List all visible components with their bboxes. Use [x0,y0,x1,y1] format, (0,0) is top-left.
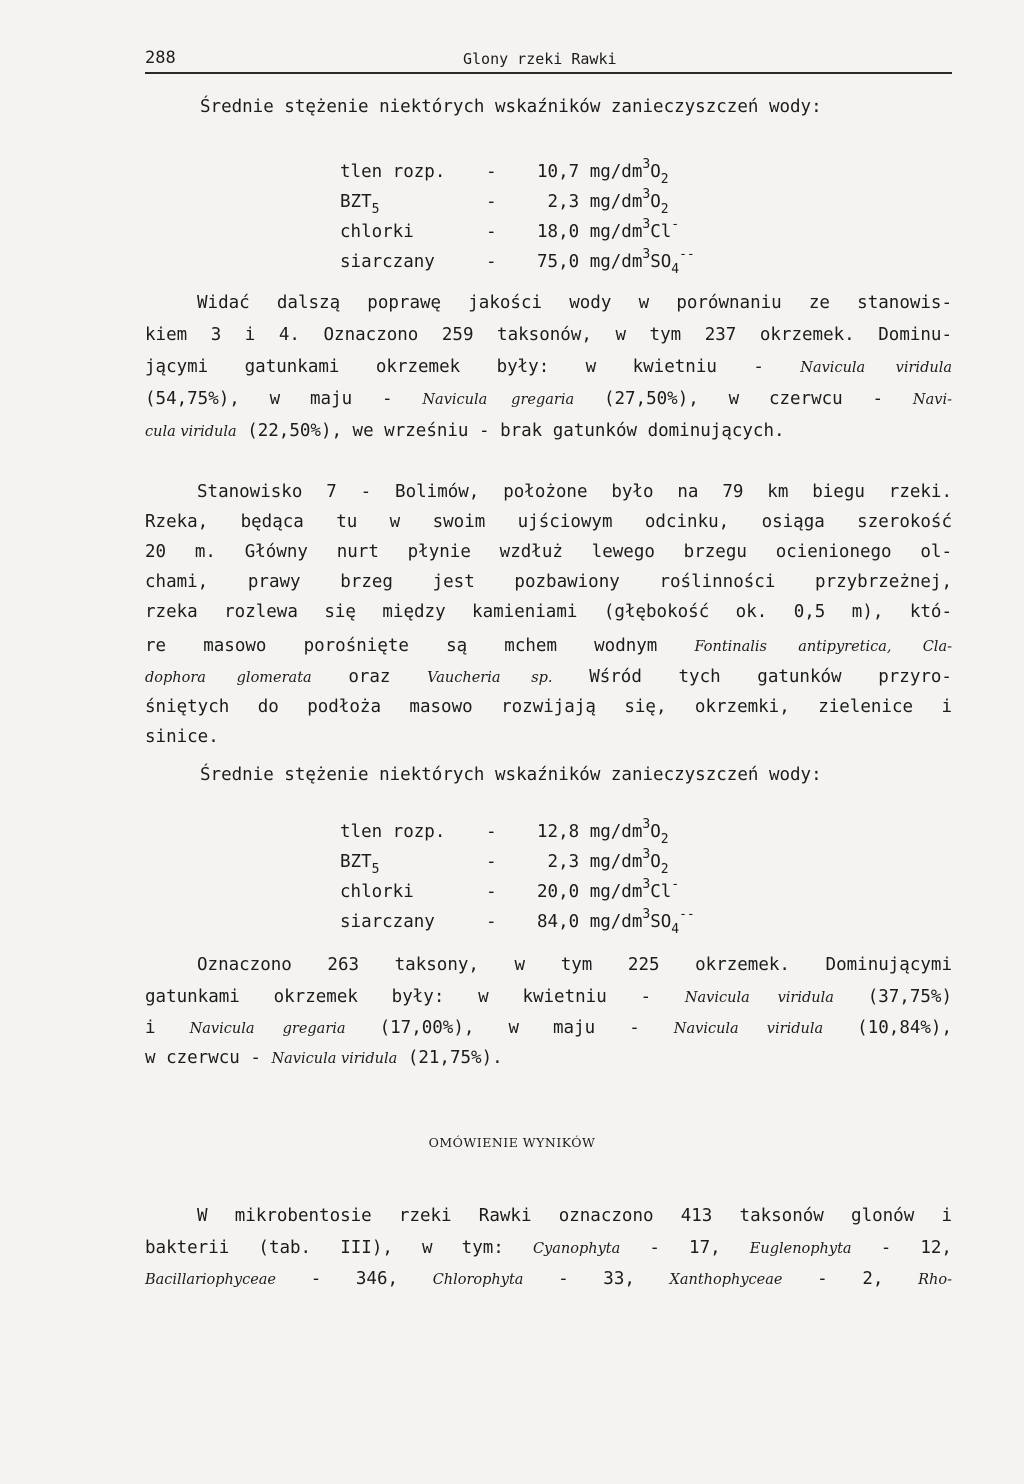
indicator-value: 2,3 $mg/dm^3O_2$ [547,847,669,877]
indicator-value: 84,0 $mg/dm^3SO_4^{--}$ [537,907,695,937]
paragraph-line: re masowo porośnięte są mchem wodnym Fontinalis antipyretica, Cla- [145,636,952,656]
paragraph-line: Bacillariophyceae - 346, Chlorophyta - 33, Xanthophyceae - 2, Rho- [145,1269,952,1289]
indicator-value: 75,0 $mg/dm^3SO_4^{--}$ [537,247,695,277]
paragraph-line: W mikrobentosie rzeki Rawki oznaczono 413 taksonów glonów i [197,1206,952,1226]
indicator-value: 2,3 $mg/dm^3O_2$ [547,187,669,217]
paragraph-line: w czerwcu - Navicula viridula (21,75%). [145,1048,503,1068]
indicator-value: 20,0 $mg/dm^3Cl^-$ [537,877,680,902]
paragraph-line: cula viridula (22,50%), we wrześniu - brak gatunków dominujących. [145,421,785,441]
indicator-value: 10,7 $mg/dm^3O_2$ [537,157,669,187]
indicator-value: 12,8 $mg/dm^3O_2$ [537,817,669,847]
indicator-value: 18,0 $mg/dm^3Cl^-$ [537,217,680,242]
indicator-row: chlorki - 18,0 $mg/dm^3Cl^-$ [0,217,1024,247]
indicator-row: $BZT_5$ - 2,3 $mg/dm^3O_2$ [340,187,669,217]
paragraph-line: chami, prawy brzeg jest pozbawiony roślinności przybrzeżnej, [145,572,952,592]
paragraph-line: Rzeka, będąca tu w swoim ujściowym odcinku, osiąga szerokość [145,512,952,532]
paragraph-line: Widać dalszą poprawę jakości wody w porównaniu ze stanowis- [197,293,952,313]
section-title: OMÓWIENIE WYNIKÓW [428,1135,596,1150]
paragraph-line: dophora glomerata oraz Vaucheria sp. Wśród tych gatunków przyro- [145,667,952,687]
paragraph-line: Oznaczono 263 taksony, w tym 225 okrzemek. Dominującymi [197,955,952,975]
paragraph-line: (54,75%), w maju - Navicula gregaria (27,50%), w czerwcu - Navi- [145,389,952,409]
indicator-row: siarczany - 75,0 $mg/dm^3SO_4^{--}$ [340,247,695,277]
paragraph-line: jącymi gatunkami okrzemek były: w kwietniu - Navicula viridula [145,357,952,377]
indicator-row: tlen rozp. - 10,7 $mg/dm^3O_2$ [340,157,669,187]
paragraph-line: Stanowisko 7 - Bolimów, położone było na 79 km biegu rzeki. [197,482,952,502]
indicator-row: siarczany - 84,0 $mg/dm^3SO_4^{--}$ [340,907,695,937]
running-header [145,46,952,74]
indicators-heading-1: Średnie stężenie niektórych wskaźników zanieczyszczeń wody: [200,97,822,117]
indicator-row: tlen rozp. - 12,8 $mg/dm^3O_2$ [340,817,669,847]
paragraph-line: gatunkami okrzemek były: w kwietniu - Navicula viridula (37,75%) [145,987,952,1007]
paragraph-line: i Navicula gregaria (17,00%), w maju - Navicula viridula (10,84%), [145,1018,952,1038]
paragraph-line: bakterii (tab. III), w tym: Cyanophyta - 17, Euglenophyta - 12, [145,1238,952,1258]
paragraph-line: sinice. [145,727,219,747]
indicators-heading-2: Średnie stężenie niektórych wskaźników zanieczyszczeń wody: [200,765,822,785]
indicator-row: $BZT_5$ - 2,3 $mg/dm^3O_2$ [340,847,669,877]
paragraph-line: śniętych do podłoża masowo rozwijają się, okrzemki, zielenice i [145,697,952,717]
paragraph-line: kiem 3 i 4. Oznaczono 259 taksonów, w tym 237 okrzemek. Dominu- [145,325,952,345]
running-title: Glony rzeki Rawki [463,50,617,68]
paragraph-line: rzeka rozlewa się między kamieniami (głębokość ok. 0,5 m), któ- [145,602,952,622]
indicator-row: chlorki - 20,0 $mg/dm^3Cl^-$ [0,877,1024,907]
paragraph-line: 20 m. Główny nurt płynie wzdłuż lewego brzegu ocienionego ol- [145,542,952,562]
page-number: 288 [145,48,176,68]
